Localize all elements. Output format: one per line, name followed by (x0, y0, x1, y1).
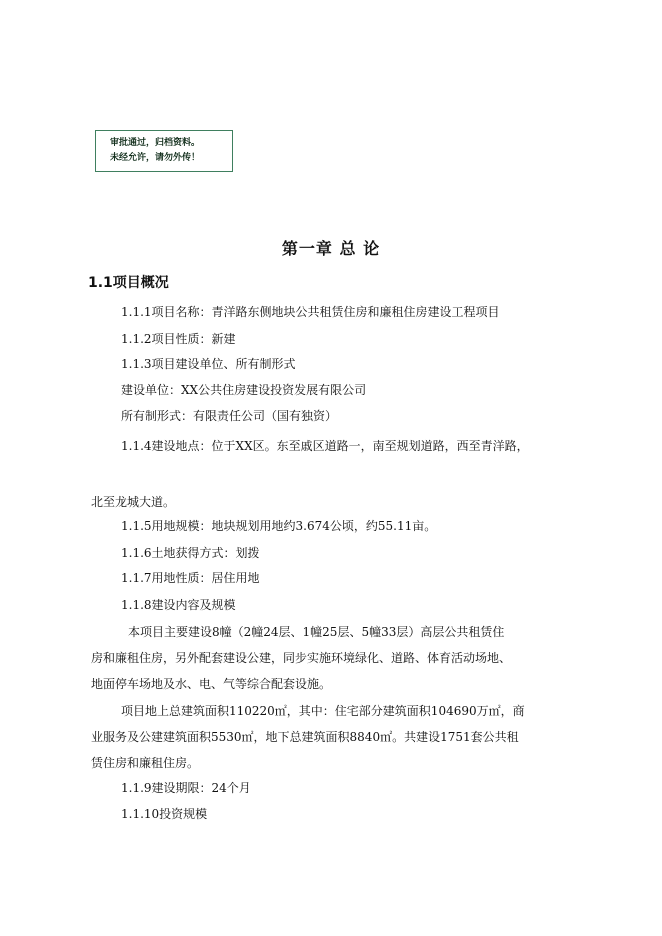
project-name-line: 1.1.1项目名称：青洋路东侧地块公共租赁住房和廉租住房建设工程项目 (121, 305, 500, 319)
area-paragraph-line-1: 项目地上总建筑面积110220㎡，其中：住宅部分建筑面积104690万㎡，商 (121, 704, 525, 718)
content-paragraph-line-2: 房和廉租住房，另外配套建设公建，同步实施环境绿化、道路、体育活动场地、 (91, 651, 512, 665)
notice-line-2: 未经允许，请勿外传！ (110, 153, 201, 163)
land-scale-line: 1.1.5用地规模：地块规划用地约3.674公顷，约55.11亩。 (121, 519, 437, 533)
location-line: 1.1.4建设地点：位于XX区。东至戚区道路一，南至规划道路，西至青洋路， (121, 439, 529, 453)
ownership-form-line: 所有制形式：有限责任公司（国有独资） (121, 409, 338, 423)
area-paragraph-line-2: 业服务及公建建筑面积5530㎡，地下总建筑面积8840㎡。共建设1751套公共租 (91, 730, 519, 744)
land-use-line: 1.1.7用地性质：居住用地 (121, 571, 260, 585)
approval-notice-box (95, 130, 233, 172)
notice-line-1: 审批通过，归档资料。 (110, 138, 201, 148)
land-acquisition-line: 1.1.6土地获得方式：划拨 (121, 546, 260, 560)
section-title: 1.1项目概况 (88, 275, 169, 291)
construction-period-line: 1.1.9建设期限：24个月 (121, 781, 251, 795)
location-line-continued: 北至龙城大道。 (91, 495, 176, 509)
chapter-title: 第一章 总 论 (281, 239, 381, 258)
builder-ownership-heading: 1.1.3项目建设单位、所有制形式 (121, 357, 296, 371)
content-paragraph-line-1: 本项目主要建设8幢（2幢24层、1幢25层、5幢33层）高层公共租赁住 (128, 625, 505, 639)
construction-content-heading: 1.1.8建设内容及规模 (121, 598, 236, 612)
area-paragraph-line-3: 赁住房和廉租住房。 (91, 756, 200, 770)
content-paragraph-line-3: 地面停车场地及水、电、气等综合配套设施。 (91, 677, 332, 691)
project-nature-line: 1.1.2项目性质：新建 (121, 332, 236, 346)
builder-unit-line: 建设单位：XX公共住房建设投资发展有限公司 (121, 383, 367, 397)
investment-scale-heading: 1.1.10投资规模 (121, 807, 208, 821)
